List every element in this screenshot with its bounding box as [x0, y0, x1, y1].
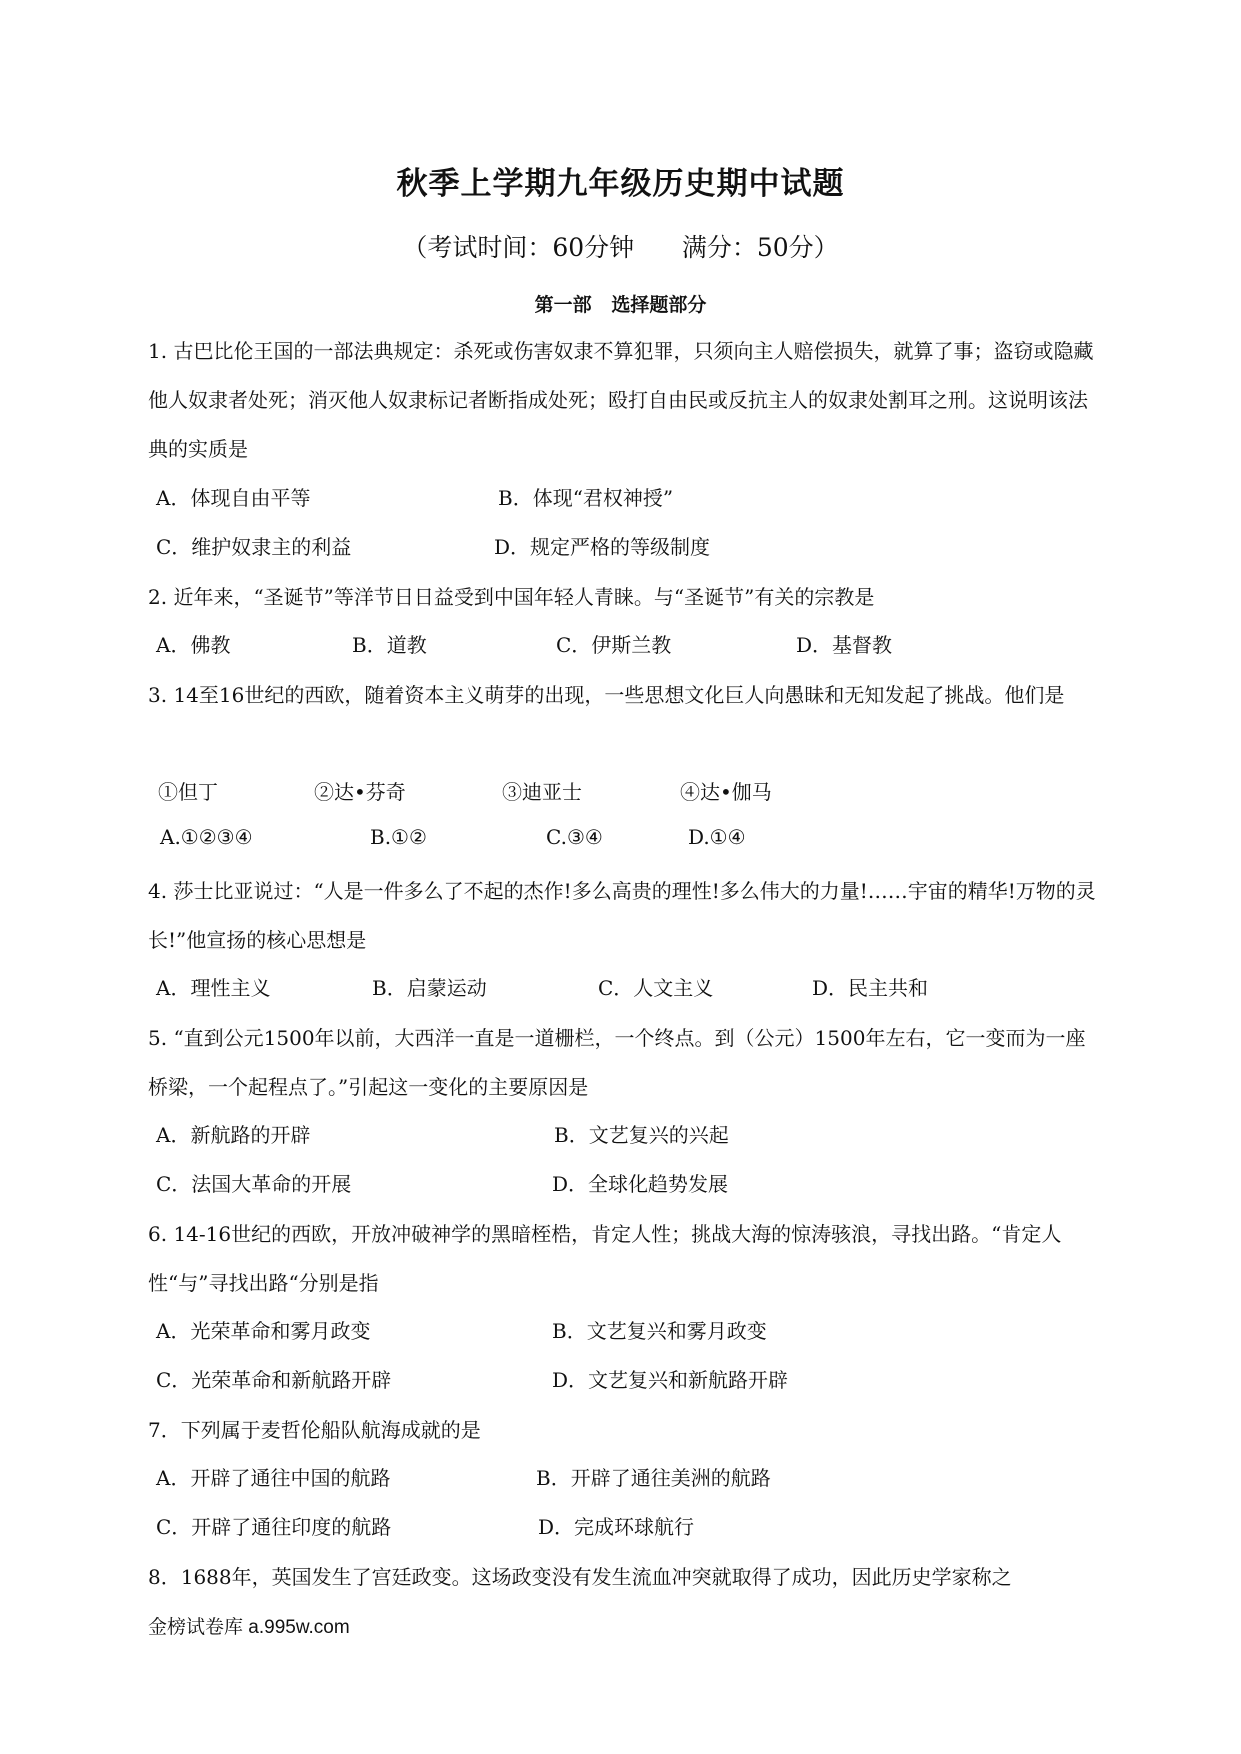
question-7-options-row-1: [156, 1462, 1116, 1492]
question-1-option-b: B．体现“君权神授”: [498, 486, 674, 510]
question-2-option-a: A．佛教: [156, 633, 231, 657]
question-3-option-a: A.①②③④: [160, 825, 253, 849]
question-1-options-row-2: [156, 531, 1116, 561]
question-4-options-row: [156, 972, 1116, 1002]
question-6-option-c: C．光荣革命和新航路开辟: [156, 1368, 392, 1392]
question-1-option-c: C．维护奴隶主的利益: [156, 535, 352, 559]
question-4-option-c: C．人文主义: [598, 976, 714, 1000]
question-3-option-b: B.①②: [370, 825, 427, 849]
question-3-item-4: ④达•伽马: [680, 780, 772, 804]
exam-subtitle: （考试时间：60分钟 满分：50分）: [402, 233, 839, 262]
question-5-option-a: A．新航路的开辟: [156, 1123, 311, 1147]
question-5-option-b: B．文艺复兴的兴起: [554, 1123, 729, 1147]
question-5-option-d: D．全球化趋势发展: [552, 1172, 729, 1196]
section-heading: 第一部 选择题部分: [534, 294, 707, 316]
question-3-option-c: C.③④: [546, 825, 603, 849]
question-2-option-b: B．道教: [352, 633, 427, 657]
question-3-options-row: [160, 825, 1120, 855]
question-5-options-row-1: [156, 1119, 1116, 1149]
question-3-item-3: ③迪亚士: [502, 780, 582, 804]
question-5-options-row-2: [156, 1168, 1116, 1198]
question-4-option-a: A．理性主义: [156, 976, 271, 1000]
question-1-stem: 1. 古巴比伦王国的一部法典规定：杀死或伤害奴隶不算犯罪，只须向主人赔偿损失，就算了事；盗窃或隐藏他人奴隶者处死；消灭他人奴隶标记者断指成处死；殴打自由民或反抗主人的奴隶处割耳之刑。这说明该法典的实质是: [148, 339, 1094, 461]
question-3-items-row: [158, 776, 1118, 806]
question-7-option-c: C．开辟了通往印度的航路: [156, 1515, 392, 1539]
question-6-option-a: A．光荣革命和雾月政变: [156, 1319, 371, 1343]
question-7-option-b: B．开辟了通往美洲的航路: [536, 1466, 771, 1490]
question-6-option-b: B．文艺复兴和雾月政变: [552, 1319, 767, 1343]
question-7-option-a: A．开辟了通往中国的航路: [156, 1466, 391, 1490]
question-4-option-b: B．启蒙运动: [372, 976, 487, 1000]
question-1-option-a: A．体现自由平等: [156, 486, 311, 510]
question-2-option-d: D．基督教: [796, 633, 893, 657]
question-6-options-row-1: [156, 1315, 1116, 1345]
question-3-stem: 3. 14至16世纪的西欧，随着资本主义萌芽的出现，一些思想文化巨人向愚昧和无知发起了挑战。他们是: [148, 683, 1065, 707]
question-5-option-c: C．法国大革命的开展: [156, 1172, 352, 1196]
question-6-option-d: D．文艺复兴和新航路开辟: [552, 1368, 789, 1392]
question-2-option-c: C．伊斯兰教: [556, 633, 672, 657]
question-5-stem: 5. “直到公元1500年以前，大西洋一直是一道栅栏，一个终点。到（公元）1500年左右，它一变而为一座桥梁，一个起程点了。”引起这一变化的主要原因是: [148, 1026, 1086, 1099]
footer-source: 金榜试卷库 a.995w.com: [148, 1617, 350, 1638]
question-6-stem: 6. 14-16世纪的西欧，开放冲破神学的黑暗桎梏，肯定人性；挑战大海的惊涛骇浪，寻找出路。“肯定人性“与”寻找出路“分别是指: [148, 1222, 1062, 1295]
question-1-options-row-1: [156, 482, 1116, 512]
question-8-stem: 8．1688年，英国发生了宫廷政变。这场政变没有发生流血冲突就取得了成功，因此历史学家称之: [148, 1565, 1012, 1589]
question-7-options-row-2: [156, 1511, 1116, 1541]
question-4-stem: 4. 莎士比亚说过：“人是一件多么了不起的杰作!多么高贵的理性!多么伟大的力量!……宇宙的精华!万物的灵长!”他宣扬的核心思想是: [148, 879, 1096, 952]
exam-title: 秋季上学期九年级历史期中试题: [396, 166, 845, 202]
question-2-options-row: [156, 629, 1116, 659]
question-2-stem: 2. 近年来，“圣诞节”等洋节日日益受到中国年轻人青睐。与“圣诞节”有关的宗教是: [148, 585, 875, 609]
question-6-options-row-2: [156, 1364, 1116, 1394]
question-3-item-2: ②达•芬奇: [314, 780, 406, 804]
question-3-option-d: D.①④: [688, 825, 746, 849]
question-3-item-1: ①但丁: [158, 780, 218, 804]
question-4-option-d: D．民主共和: [812, 976, 929, 1000]
question-7-stem: 7．下列属于麦哲伦船队航海成就的是: [148, 1418, 481, 1442]
question-7-option-d: D．完成环球航行: [538, 1515, 695, 1539]
question-1-option-d: D．规定严格的等级制度: [494, 535, 711, 559]
